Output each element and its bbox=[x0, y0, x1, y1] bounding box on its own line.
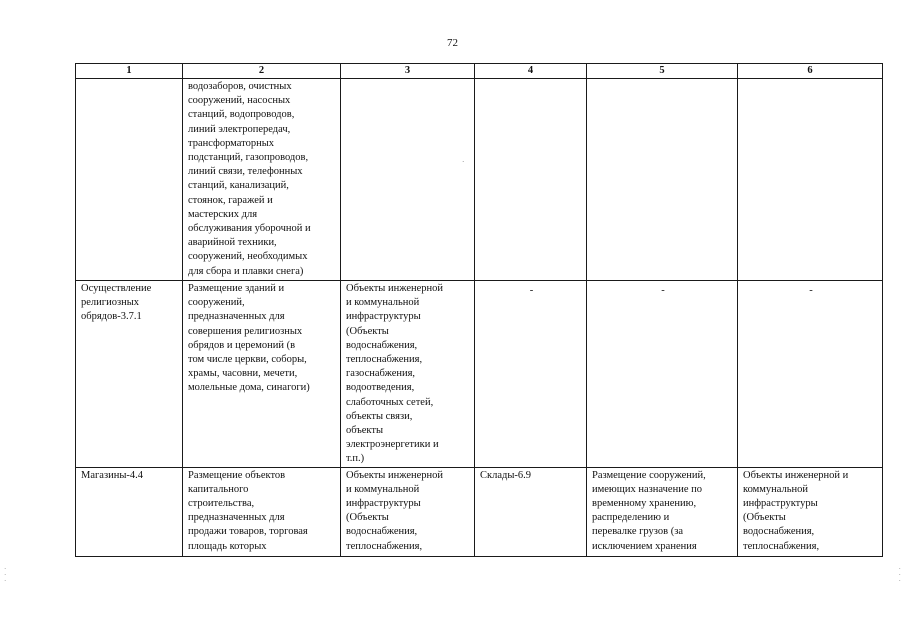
text-line: Склады-6.9 bbox=[480, 469, 532, 481]
text-line: (Объекты bbox=[743, 512, 786, 524]
header-cell-4: 4 bbox=[475, 64, 587, 79]
text-line: предназначенных для bbox=[188, 512, 285, 524]
cell-conditional-use-description bbox=[587, 281, 738, 468]
text-line: и коммунальной bbox=[346, 297, 420, 309]
text-line: (Объекты bbox=[346, 325, 389, 337]
text-line: обслуживания уборочной и bbox=[188, 223, 311, 235]
text-line: Объекты инженерной bbox=[346, 469, 444, 481]
cell-conditional-use-type bbox=[475, 281, 587, 468]
text-line: подстанций, газопроводов, bbox=[188, 152, 309, 164]
text-line: слаботочных сетей, bbox=[346, 396, 434, 408]
cell-conditional-use-type bbox=[475, 79, 587, 281]
text-line: продажи товаров, торговая bbox=[188, 526, 308, 538]
cell-auxiliary-objects bbox=[341, 281, 475, 468]
text-line: газоснабжения, bbox=[346, 368, 416, 380]
text-line: теплоснабжения, bbox=[346, 540, 423, 552]
text-line: объекты bbox=[346, 425, 384, 437]
text-line: стоянок, гаражей и bbox=[188, 194, 273, 206]
text-line: водоснабжения, bbox=[743, 526, 815, 538]
page-number: 72 bbox=[447, 37, 458, 49]
dash-mark: - bbox=[661, 285, 665, 296]
text-line: обрядов-3.7.1 bbox=[81, 311, 142, 323]
text-line: площадь которых bbox=[188, 540, 267, 552]
table-row-shops bbox=[76, 467, 883, 556]
cell-conditional-use-type bbox=[475, 467, 587, 556]
text-line: предназначенных для bbox=[188, 311, 285, 323]
text-line: сооружений, bbox=[188, 297, 245, 309]
cell-use-type bbox=[76, 281, 183, 468]
cell-auxiliary-objects bbox=[341, 467, 475, 556]
cell-conditional-auxiliary-objects bbox=[738, 467, 883, 556]
header-cell-1: 1 bbox=[76, 64, 183, 79]
text-line: религиозных bbox=[81, 297, 140, 309]
text-line: сооружений, насосных bbox=[188, 95, 291, 107]
cell-use-type bbox=[76, 467, 183, 556]
text-line: (Объекты bbox=[346, 512, 389, 524]
text-line: Размещение зданий и bbox=[188, 283, 285, 294]
table-row-continuation bbox=[76, 79, 883, 281]
text-line: храмы, часовни, мечети, bbox=[188, 368, 298, 380]
text-line: теплоснабжения, bbox=[346, 354, 423, 366]
text-line: молельные дома, синагоги) bbox=[188, 382, 310, 394]
header-cell-6: 6 bbox=[738, 64, 883, 79]
text-line: водоотведения, bbox=[346, 382, 415, 394]
text-line: инфраструктуры bbox=[346, 498, 421, 510]
cell-use-description bbox=[183, 281, 341, 468]
text-line: Размещение сооружений, bbox=[592, 469, 706, 481]
text-line: электроэнергетики и bbox=[346, 439, 439, 451]
scan-edge-marks-right: · · · bbox=[898, 565, 901, 585]
scan-speck: · bbox=[462, 158, 465, 166]
text-line: коммунальной bbox=[743, 483, 809, 495]
cell-conditional-auxiliary-objects bbox=[738, 79, 883, 281]
text-line: Осуществление bbox=[81, 283, 152, 294]
scan-edge-marks-left: · · · bbox=[4, 565, 7, 585]
text-line: строительства, bbox=[188, 498, 255, 510]
header-cell-5: 5 bbox=[587, 64, 738, 79]
text-line: мастерских для bbox=[188, 208, 258, 220]
cell-use-description bbox=[183, 467, 341, 556]
text-line: капитального bbox=[188, 483, 249, 495]
text-line: временному хранению, bbox=[592, 498, 697, 510]
cell-auxiliary-objects bbox=[341, 79, 475, 281]
text-line: перевалке грузов (за bbox=[592, 526, 684, 538]
text-line: Размещение объектов bbox=[188, 469, 286, 481]
text-line: обрядов и церемоний (в bbox=[188, 339, 296, 351]
text-line: водоснабжения, bbox=[346, 526, 418, 538]
text-line: т.п.) bbox=[346, 453, 365, 465]
text-line: совершения религиозных bbox=[188, 325, 303, 337]
dash-mark: - bbox=[809, 285, 813, 296]
text-line: станций, водопроводов, bbox=[188, 109, 295, 121]
text-line: теплоснабжения, bbox=[743, 540, 820, 552]
text-line: трансформаторных bbox=[188, 137, 275, 149]
text-line: Объекты инженерной и bbox=[743, 469, 849, 481]
text-line: сооружений, необходимых bbox=[188, 251, 308, 263]
text-line: распределению и bbox=[592, 512, 670, 524]
text-line: исключением хранения bbox=[592, 540, 697, 552]
text-line: инфраструктуры bbox=[346, 311, 421, 323]
text-line: линий связи, телефонных bbox=[188, 166, 303, 178]
zoning-table bbox=[75, 63, 883, 557]
text-line: водоснабжения, bbox=[346, 339, 418, 351]
text-line: Магазины-4.4 bbox=[81, 469, 144, 481]
text-line: водозаборов, очистных bbox=[188, 81, 292, 92]
header-cell-3: 3 bbox=[341, 64, 475, 79]
table-row-religious-rites bbox=[76, 281, 883, 468]
text-line: станций, канализаций, bbox=[188, 180, 289, 192]
text-line: имеющих назначение по bbox=[592, 483, 702, 495]
cell-use-description bbox=[183, 79, 341, 281]
text-line: и коммунальной bbox=[346, 483, 420, 495]
cell-use-type bbox=[76, 79, 183, 281]
cell-conditional-auxiliary-objects bbox=[738, 281, 883, 468]
cell-conditional-use-description bbox=[587, 79, 738, 281]
text-line: для сбора и плавки снега) bbox=[188, 265, 304, 277]
text-line: аварийной техники, bbox=[188, 237, 277, 249]
header-cell-2: 2 bbox=[183, 64, 341, 79]
cell-conditional-use-description bbox=[587, 467, 738, 556]
text-line: Объекты инженерной bbox=[346, 283, 444, 294]
header-row bbox=[76, 64, 883, 79]
text-line: инфраструктуры bbox=[743, 498, 818, 510]
text-line: том числе церкви, соборы, bbox=[188, 354, 307, 366]
text-line: объекты связи, bbox=[346, 410, 413, 422]
dash-mark: - bbox=[529, 285, 534, 296]
text-line: линий электропередач, bbox=[188, 123, 291, 135]
